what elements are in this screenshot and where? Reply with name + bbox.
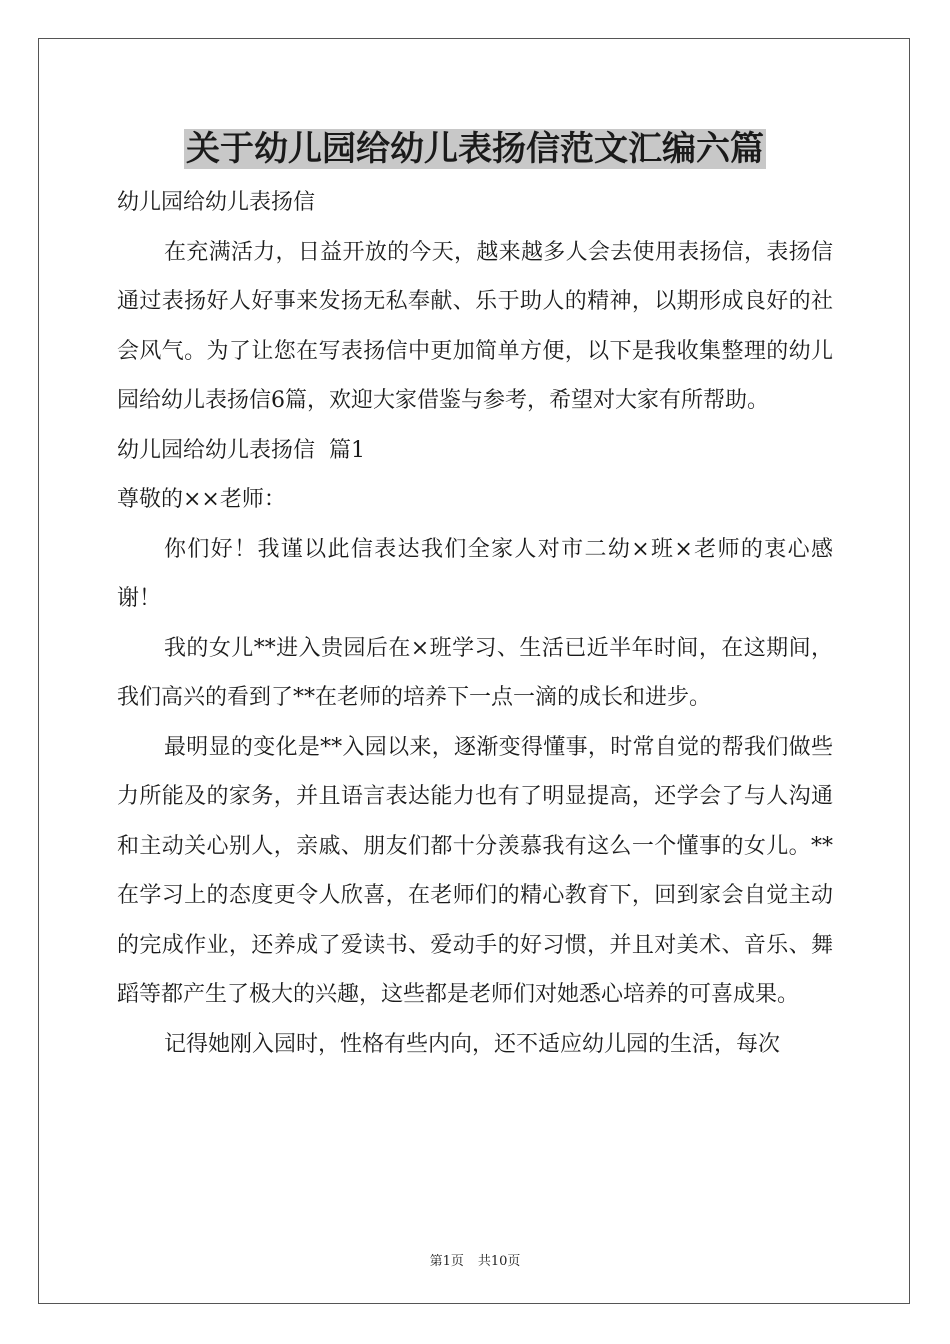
page-footer [0, 1250, 950, 1269]
document-title [0, 127, 950, 171]
section-heading: 幼儿园给幼儿表扬信 [117, 190, 316, 215]
letter-paragraph: 最明显的变化是**入园以来，逐渐变得懂事，时常自觉的帮我们做些力所能及的家务，并且语言表达能力也有了明显提高，还学会了与人沟通和主动关心别人，亲戚、朋友们都十分羡慕我有这么一个懂事的女儿。**在学习上的态度更令人欣喜，在老师们的精心教育下，回到家会自觉主动的完成作业，还养成了爱读书、爱动手的好习惯，并且对美术、音乐、舞蹈等都产生了极大的兴趣，这些都是老师们对她悉心培养的可喜成果。 [117, 734, 833, 1007]
page-number: 第1页 [429, 1254, 464, 1269]
letter-paragraph: 你们好！我谨以此信表达我们全家人对市二幼×班×老师的衷心感谢！ [117, 536, 833, 611]
intro-paragraph: 在充满活力，日益开放的今天，越来越多人会去使用表扬信，表扬信通过表扬好人好事来发扬无私奉献、乐于助人的精神，以期形成良好的社会风气。为了让您在写表扬信中更加简单方便，以下是我收集整理的幼儿园给幼儿表扬信6篇，欢迎大家借鉴与参考，希望对大家有所帮助。 [117, 239, 833, 413]
document-title-text: 关于幼儿园给幼儿表扬信范文汇编六篇 [186, 129, 764, 169]
letter-paragraph: 我的女儿**进入贵园后在×班学习、生活已近半年时间，在这期间，我们高兴的看到了**在老师的培养下一点一滴的成长和进步。 [117, 635, 833, 710]
page-total: 共10页 [477, 1254, 521, 1269]
document-body [117, 178, 833, 1069]
letter-paragraph: 记得她刚入园时，性格有些内向，还不适应幼儿园的生活，每次 [164, 1031, 781, 1057]
letter-heading: 幼儿园给幼儿表扬信 篇1 [117, 437, 365, 463]
letter-salutation: 尊敬的××老师： [117, 487, 286, 512]
